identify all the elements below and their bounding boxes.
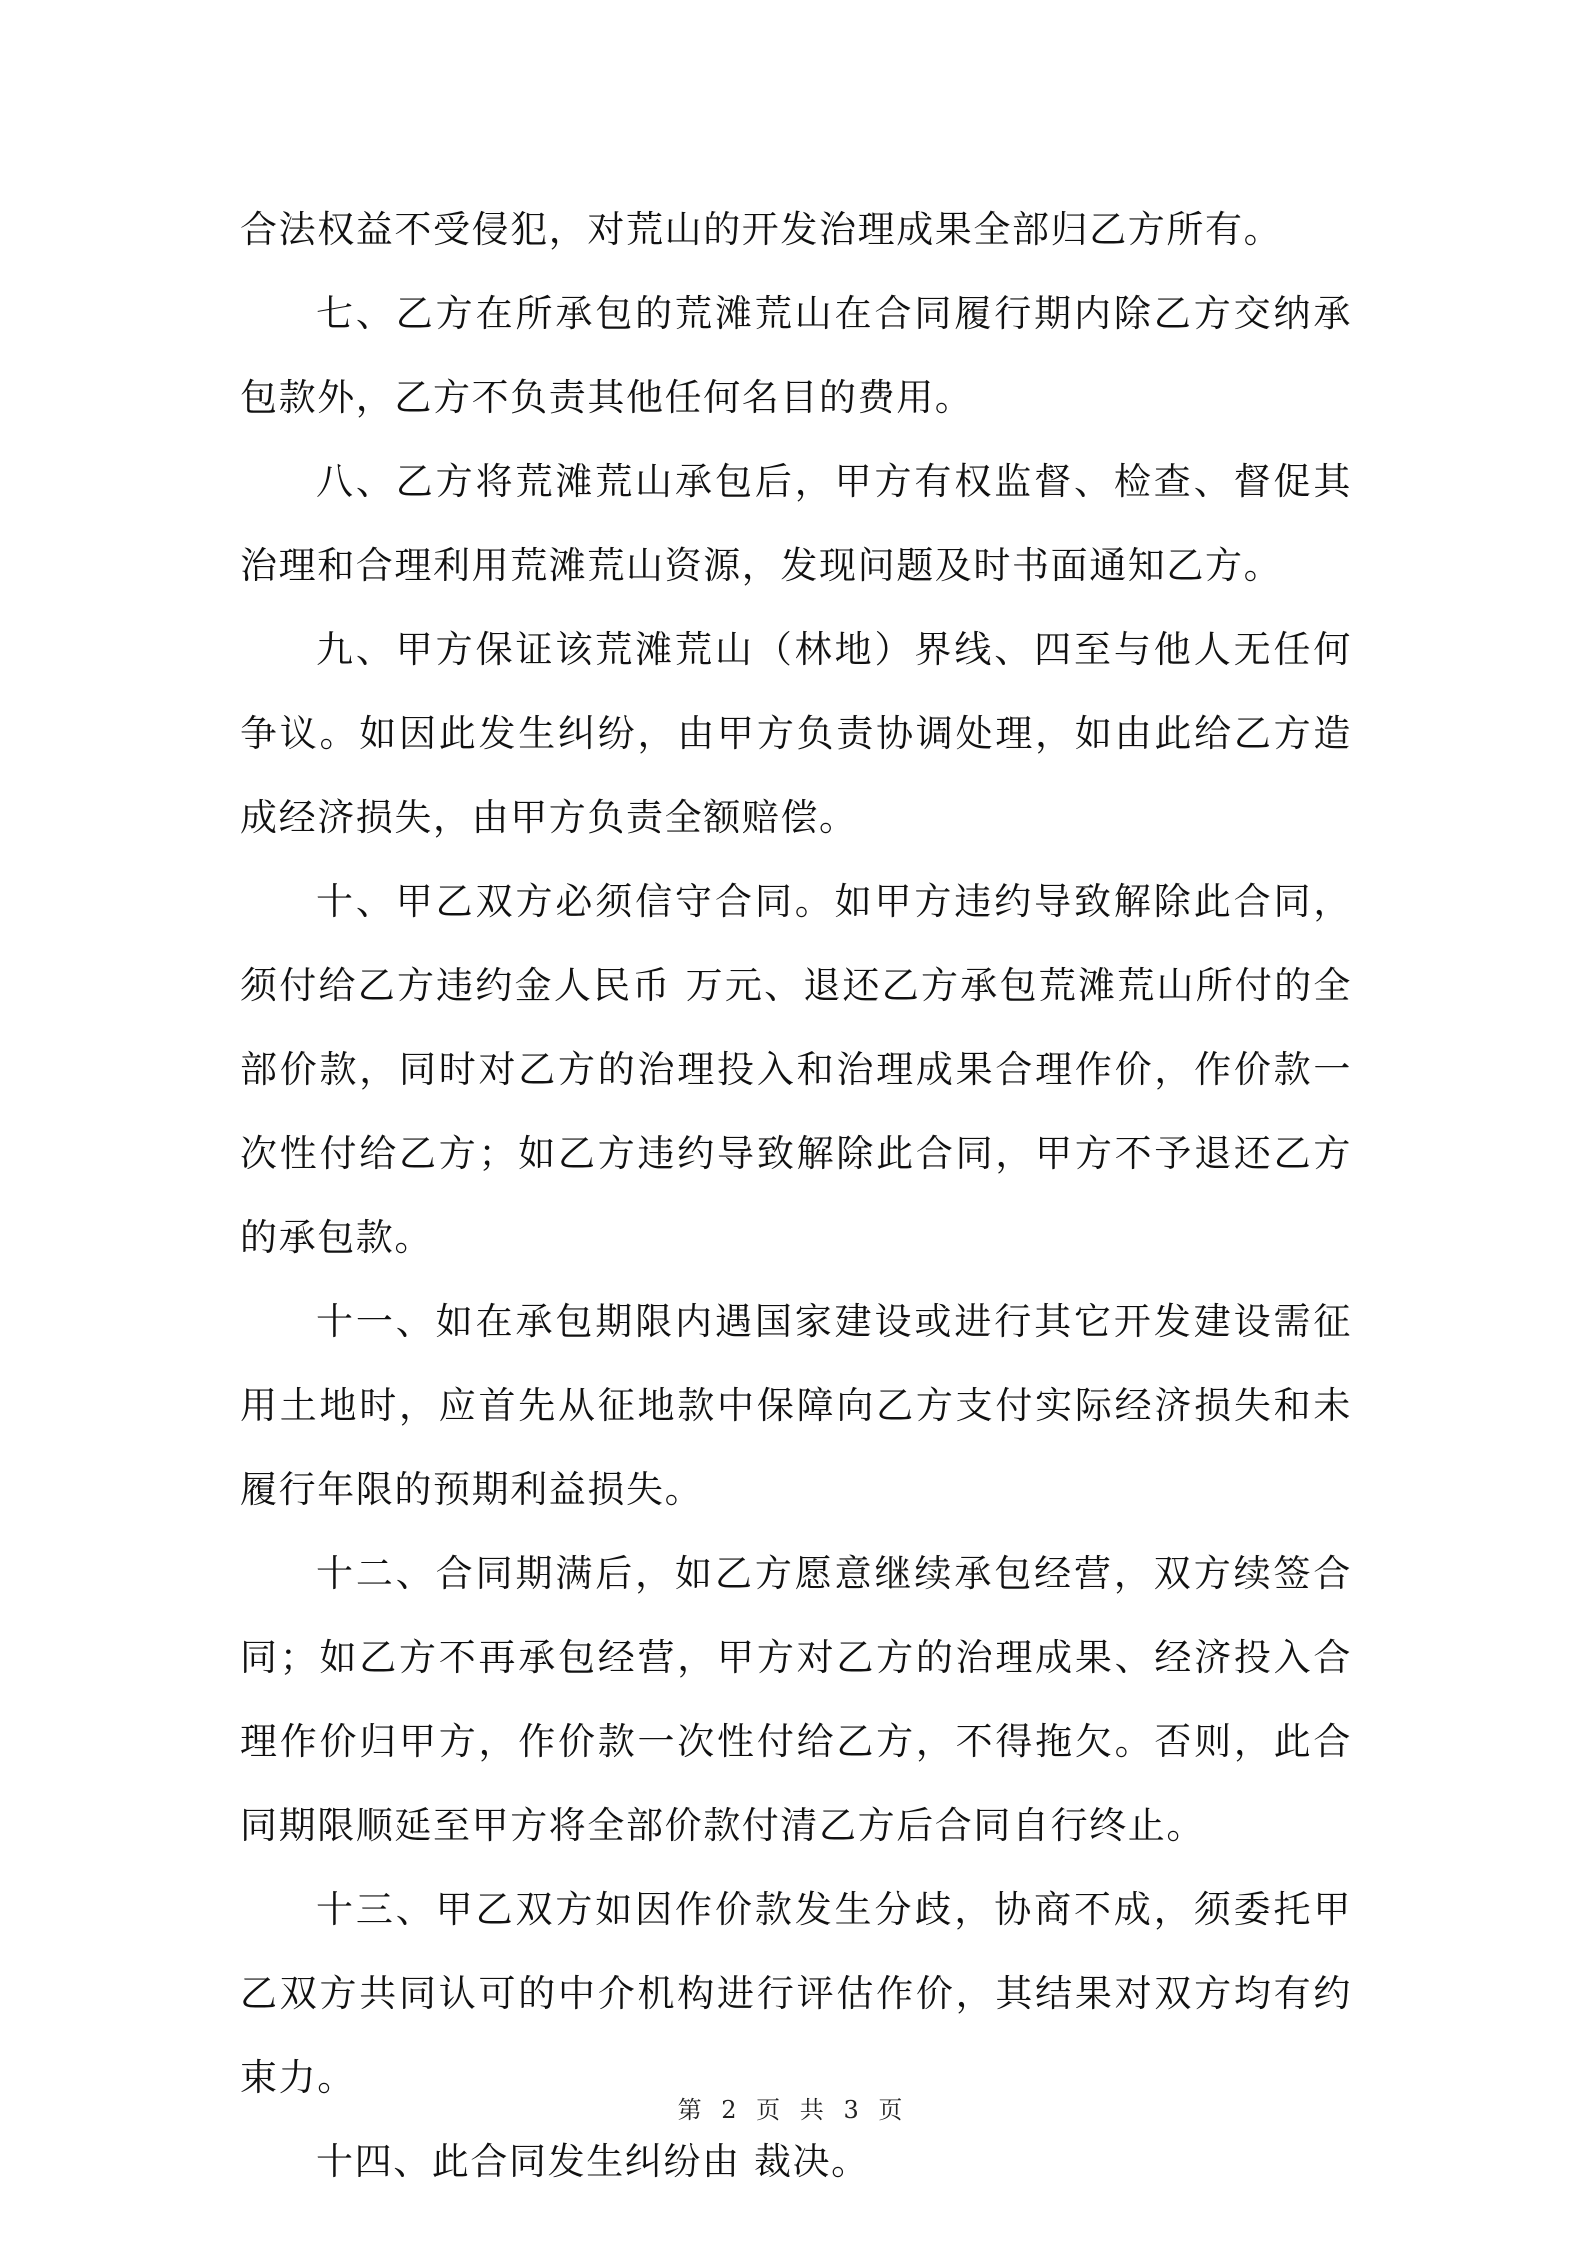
clause-10: 十、甲乙双方必须信守合同。如甲方违约导致解除此合同，须付给乙方违约金人民币 万元、退还乙方承包荒滩荒山所付的全部价款，同时对乙方的治理投入和治理成果合理作价，作价款一次性付给乙方；如乙方违约导致解除此合同，甲方不予退还乙方的承包款。 — [240, 880, 1352, 1259]
clause-14: 十四、此合同发生纠纷由 裁决。 — [316, 2140, 870, 2183]
paragraph-continuation: 合法权益不受侵犯，对荒山的开发治理成果全部归乙方所有。 — [240, 208, 1283, 251]
clause-9: 九、甲方保证该荒滩荒山（林地）界线、四至与他人无任何争议。如因此发生纠纷，由甲方负责协调处理，如由此给乙方造成经济损失，由甲方负责全额赔偿。 — [240, 628, 1352, 839]
clause-7: 七、乙方在所承包的荒滩荒山在合同履行期内除乙方交纳承包款外，乙方不负责其他任何名目的费用。 — [240, 292, 1352, 419]
clause-8: 八、乙方将荒滩荒山承包后，甲方有权监督、检查、督促其治理和合理利用荒滩荒山资源，发现问题及时书面通知乙方。 — [240, 460, 1352, 587]
page-number-footer: 第 2 页 共 3 页 — [677, 2096, 909, 2124]
document-body — [240, 188, 1352, 2204]
clause-11: 十一、如在承包期限内遇国家建设或进行其它开发建设需征用土地时，应首先从征地款中保障向乙方支付实际经济损失和未履行年限的预期利益损失。 — [240, 1300, 1352, 1511]
clause-12: 十二、合同期满后，如乙方愿意继续承包经营，双方续签合同；如乙方不再承包经营，甲方对乙方的治理成果、经济投入合理作价归甲方，作价款一次性付给乙方，不得拖欠。否则，此合同期限顺延至甲方将全部价款付清乙方后合同自行终止。 — [240, 1552, 1352, 1847]
clause-13: 十三、甲乙双方如因作价款发生分歧，协商不成，须委托甲乙双方共同认可的中介机构进行评估作价，其结果对双方均有约束力。 — [240, 1888, 1352, 2099]
